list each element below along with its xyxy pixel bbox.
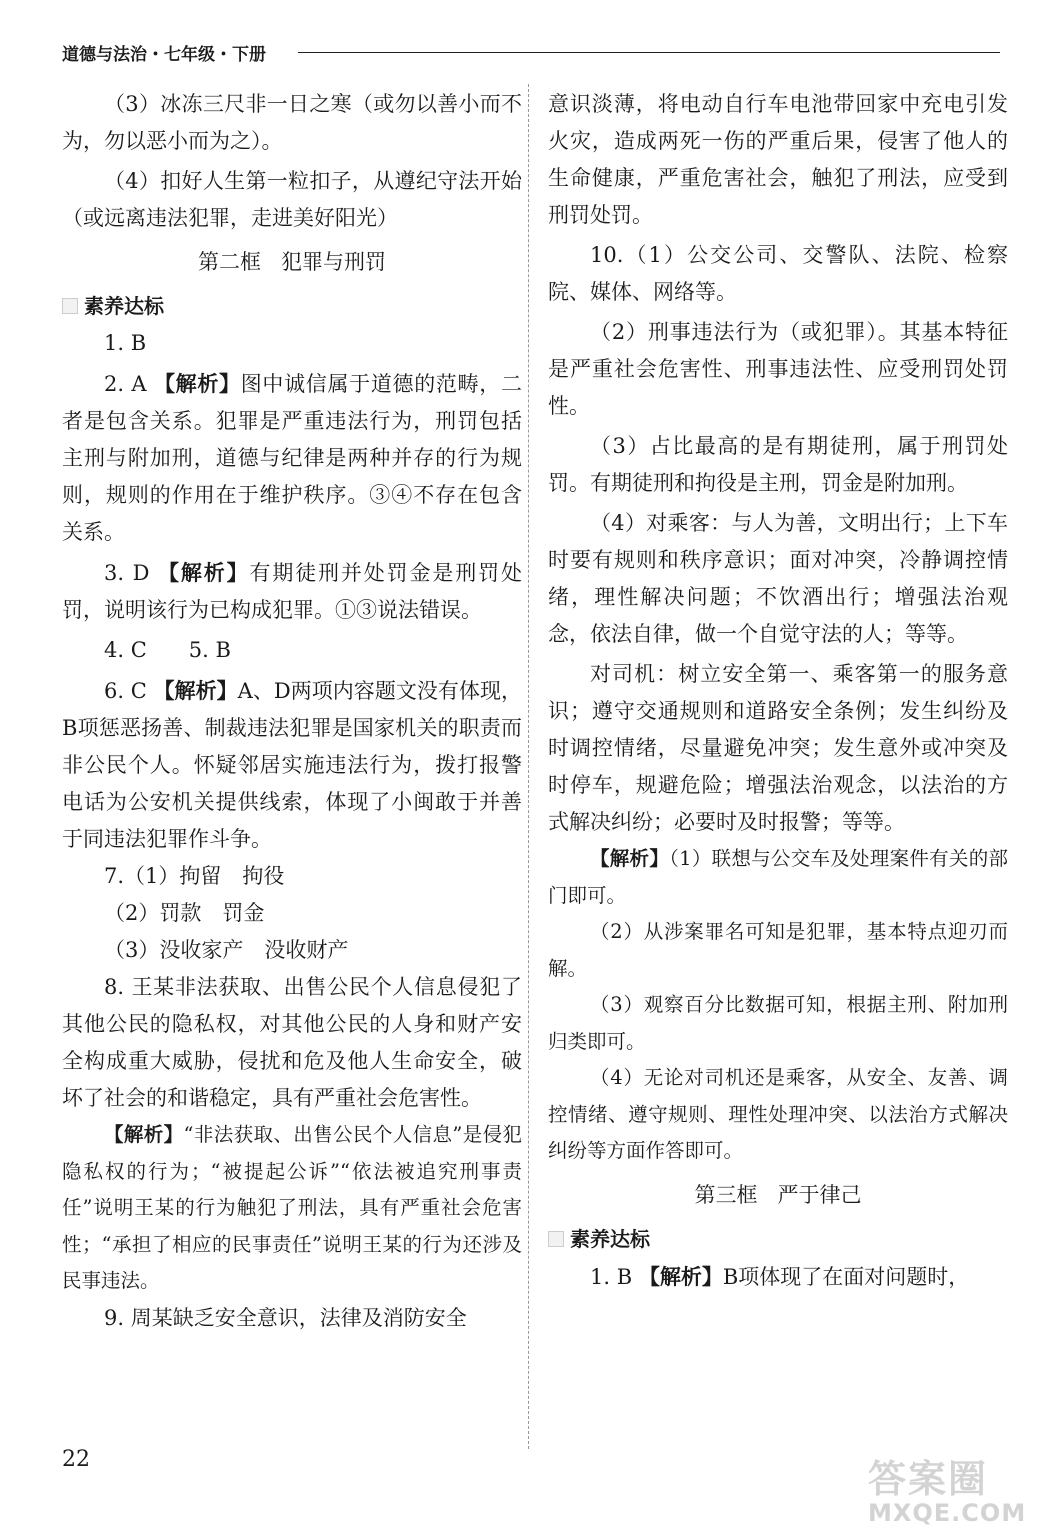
answer-q10-driver: 对司机：树立安全第一、乘客第一的服务意识；遵守交通规则和道路安全条例；发生纠纷及时调控情绪，尽量避免冲突；发生意外或冲突及时停车，规避危险；增强法治观念，以法治的方式解决纠纷；必要时及时报警；等等。 [548,662,1008,834]
analysis-q10-3: （3）观察百分比数据可知，根据主刑、附加刑归类即可。 [548,993,1008,1053]
answer-q7-2: （2）罚款 罚金 [104,901,265,925]
watermark-logo: 答案圈 [868,1457,989,1501]
column-divider [528,84,529,1449]
page-header [62,36,1000,66]
section-name: 严于律己 [777,1182,862,1207]
section-title [548,1176,1008,1214]
answer-q1: 1. B [104,331,147,355]
analysis-tag: 【解析】 [153,678,238,703]
section-number: 第二框 [198,250,261,274]
answer-q4-q5: 4. C 5. B [104,638,231,662]
answer-4: （4）扣好人生第一粒扣子，从遵纪守法开始（或远离违法犯罪，走进美好阳光） [62,169,522,230]
bullet-icon [62,298,78,314]
header-rule [298,52,1000,53]
answer-q7-1: 7.（1）拘留 拘役 [104,864,285,888]
subsection-heading: 素养达标 [548,1220,1008,1258]
subsection-heading: 素养达标 [62,287,522,325]
analysis-tag: 【解析】 [157,560,250,585]
left-column [62,86,522,1337]
watermark-url: MXQE.COM [868,1499,1027,1527]
analysis-tag: 【解析】 [590,847,670,870]
right-column [548,86,1008,1296]
answer-q1: 1. B 【解析】B项体现了在面对问题时， [590,1263,970,1289]
answer-q2: 2. A 【解析】图中诚信属于道德的范畴，二者是包含关系。犯罪是严重违法行为，刑罚包括主刑与附加刑，道德与纪律是两种并存的行为规则，规则的作用在于维护秩序。③④不存在包含关系。 [62,371,522,544]
watermark [868,1458,1048,1530]
answer-q3: 3. D 【解析】有期徒刑并处罚金是刑罚处罚，说明该行为已构成犯罪。①③说法错误。 [62,560,523,622]
analysis-q10-2: （2）从涉案罪名可知是犯罪，基本特点迎刃而解。 [548,920,1008,980]
analysis-tag: 【解析】 [153,371,241,396]
answer-q7-3: （3）没收家产 没收财产 [104,938,349,962]
answer-q10-1: 10.（1）公交公司、交警队、法院、检察院、媒体、网络等。 [548,243,1008,304]
section-title [62,243,522,281]
analysis-tag: 【解析】 [638,1263,723,1289]
analysis-tag: 【解析】 [104,1123,184,1146]
analysis-q10-1: 【解析】（1）联想与公交车及处理案件有关的部门即可。 [548,847,1008,907]
answer-3: （3）冰冻三尺非一日之寒（或勿以善小而不为，勿以恶小而为之）。 [62,92,522,153]
bullet-icon [548,1231,564,1247]
section-number: 第三框 [694,1182,758,1207]
answer-q10-2: （2）刑事违法行为（或犯罪）。其基本特征是严重社会危害性、刑事违法性、应受刑罚处罚性。 [548,320,1008,418]
answer-q10-3: （3）占比最高的是有期徒刑，属于刑罚处罚。有期徒刑和拘役是主刑，罚金是附加刑。 [548,434,1008,495]
page-number: 22 [62,1447,90,1472]
running-title: 道德与法治・七年级・下册 [62,45,266,65]
analysis-q10-4: （4）无论对司机还是乘客，从安全、友善、调控情绪、遵守规则、理性处理冲突、以法治方式解决纠纷等方面作答即可。 [548,1066,1008,1162]
answer-q8: 8. 王某非法获取、出售公民个人信息侵犯了其他公民的隐私权，对其他公民的人身和财产安全构成重大威胁，侵扰和危及他人生命安全，破坏了社会的和谐稳定，具有严重社会危害性。 [62,975,522,1110]
section-name: 犯罪与刑罚 [281,250,386,274]
analysis-q8: 【解析】“非法获取、出售公民个人信息”是侵犯隐私权的行为；“被提起公诉”“依法被追究刑事责任”说明王某的行为触犯了刑法，具有严重社会危害性；“承担了相应的民事责任”说明王某的行为还涉及民事违法。 [62,1123,522,1292]
answer-q6: 6. C 【解析】A、D两项内容题文没有体现，B项惩恶扬善、制裁违法犯罪是国家机关的职责而非公民个人。怀疑邻居实施违法行为，拨打报警电话为公安机关提供线索，体现了小闽敢于并善于同违法犯罪作斗争。 [62,678,522,851]
answer-q10-4: （4）对乘客：与人为善，文明出行；上下车时要有规则和秩序意识；面对冲突，冷静调控情绪，理性解决问题；不饮酒出行；增强法治观念，依法自律，做一个自觉守法的人；等等。 [548,511,1008,646]
answer-q9: 9. 周某缺乏安全意识，法律及消防安全 [104,1305,467,1330]
answer-q9-cont: 意识淡薄，将电动自行车电池带回家中充电引发火灾，造成两死一伤的严重后果，侵害了他人的生命健康，严重危害社会，触犯了刑法，应受到刑罚处罚。 [548,92,1008,227]
